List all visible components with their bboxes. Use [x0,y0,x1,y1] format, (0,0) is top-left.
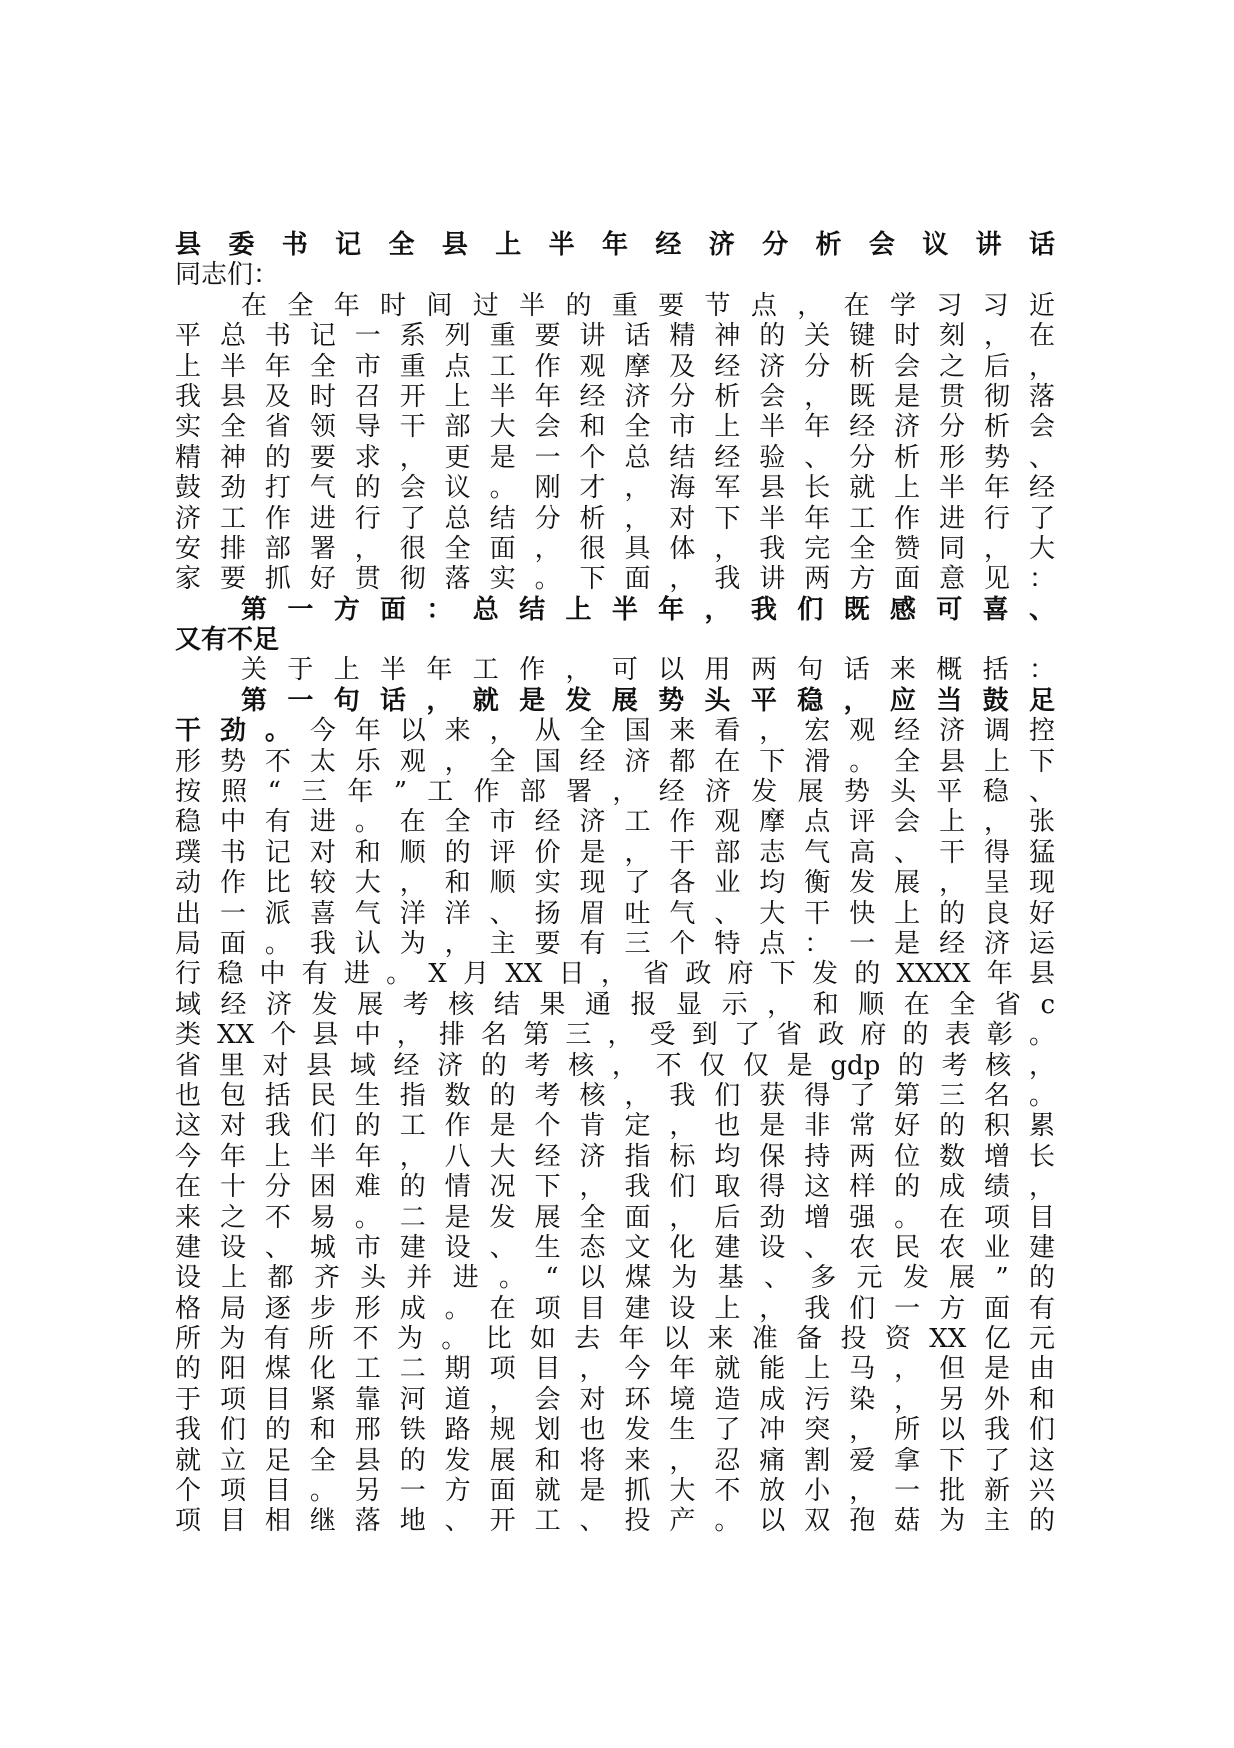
text-line: 第一方面：总结上半年，我们既感可喜、 [241,594,1055,625]
text-line: 来之不易。二是发展全面，后劲增强。在项目 [175,1202,1055,1233]
text-line: 今年上半年，八大经济指标均保持两位数增长 [175,1141,1055,1172]
text-line: 第一句话，就是发展势头平稳，应当鼓足 [241,685,1055,716]
text-line: 所为有所不为。比如去年以来准备投资XX亿元 [175,1324,1055,1355]
text-line: 省里对县域经济的考核，不仅仅是gdp的考核， [175,1050,1055,1081]
text-line: 域经济发展考核结果通报显示，和顺在全省c [175,989,1055,1020]
text-line: 稳中有进。在全市经济工作观摩点评会上，张 [175,807,1055,838]
paragraph-lines [175,291,1055,1537]
text-line: 建设、城市建设、生态文化建设、农民农业建 [175,1232,1055,1263]
text-line: 平总书记一系列重要讲话精神的关键时刻，在 [175,321,1055,352]
text-line: 这对我们的工作是个肯定，也是非常好的积累 [175,1111,1055,1142]
text-line: 璞书记对和顺的评价是，干部志气高、干得猛 [175,837,1055,868]
text-line: 济工作进行了总结分析，对下半年工作进行了 [175,503,1055,534]
text-line: 形势不太乐观，全国经济都在下滑。全县上下 [175,746,1055,777]
text-line: 实全省领导干部大会和全市上半年经济分析会 [175,412,1055,443]
text-line: 于项目紧靠河道，会对环境造成污染，另外和 [175,1384,1055,1415]
text-line: 格局逐步形成。在项目建设上，我们一方面有 [175,1293,1055,1324]
document-title: 县委书记全县上半年经济分析会议讲话 [175,230,1055,260]
text-line: 个项目。另一方面就是抓大不放小，一批新兴 [175,1476,1055,1507]
text-line: 的阳煤化工二期项目，今年就能上马，但是由 [175,1354,1055,1385]
greeting: 同志们： [175,260,280,291]
text-line: 局面。我认为，主要有三个特点：一是经济运 [175,928,1055,959]
text-line: 我县及时召开上半年经济分析会，既是贯彻落 [175,381,1055,412]
text-line: 类XX个县中，排名第三，受到了省政府的表彰。 [175,1020,1055,1051]
text-line: 设上都齐头并进。“以煤为基、多元发展”的 [175,1263,1055,1294]
text-line: 就立足全县的发展和将来，忍痛割爱拿下了这 [175,1445,1055,1476]
text-line: 又有不足 [175,625,280,656]
text-line: 精神的要求，更是一个总结经验、分析形势、 [175,442,1055,473]
text-line: 关于上半年工作，可以用两句话来概括： [241,655,1055,686]
text-line: 行稳中有进。X月XX日，省政府下发的XXXX年县 [175,959,1055,990]
text-line: 在全年时间过半的重要节点，在学习习近 [241,290,1055,321]
text-line: 我们的和邢铁路规划也发生了冲突，所以我们 [175,1415,1055,1446]
text-line [175,716,1055,746]
text-line: 按照“三年”工作部署，经济发展势头平稳、 [175,777,1055,808]
text-line: 上半年全市重点工作观摩及经济分析会之后， [175,351,1055,382]
text-segment: 今年以来，从全国来看，宏观经济调控 [309,716,1055,747]
text-line: 项目相继落地、开工、投产。以双孢菇为主的 [175,1506,1055,1537]
document-body [175,230,1055,1537]
text-line: 在十分困难的情况下，我们取得这样的成绩， [175,1172,1055,1203]
text-line: 鼓劲打气的会议。刚才，海军县长就上半年经 [175,473,1055,504]
text-line: 也包括民生指数的考核，我们获得了第三名。 [175,1080,1055,1111]
text-line: 安排部署，很全面，很具体，我完全赞同，大 [175,533,1055,564]
text-line: 出一派喜气洋洋、扬眉吐气、大干快上的良好 [175,898,1055,929]
bold-segment: 干劲。 [175,716,310,747]
text-line: 家要抓好贯彻落实。下面，我讲两方面意见： [175,564,1055,595]
text-line: 动作比较大，和顺实现了各业均衡发展，呈现 [175,868,1055,899]
